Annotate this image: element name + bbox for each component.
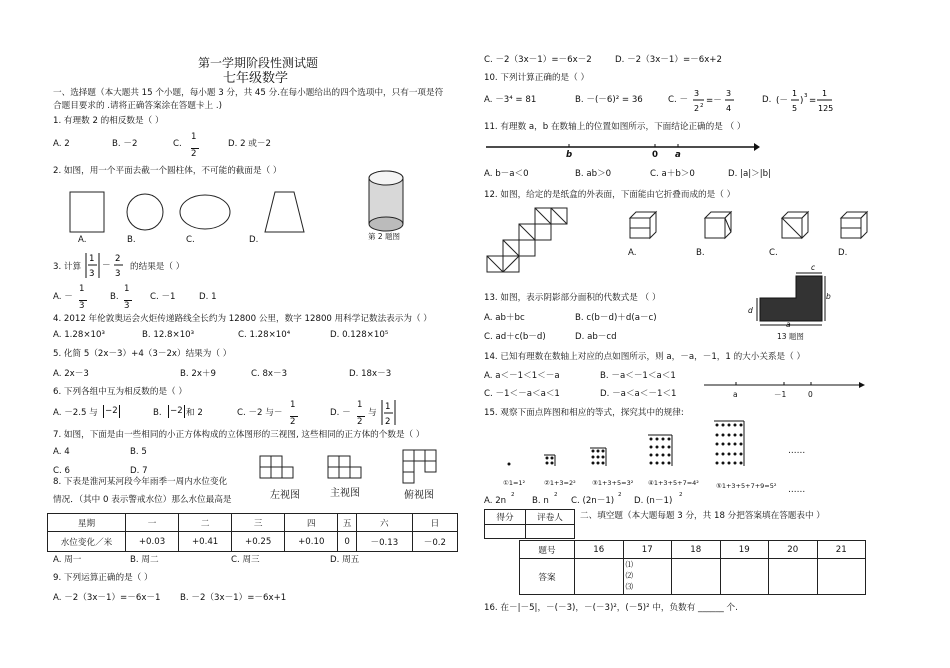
q6-opt-b: B. bbox=[153, 408, 162, 418]
q9-opt-d: D. －2（3x－1）=－6x+2 bbox=[615, 55, 722, 65]
q11-opt-a: A. b－a＜0 bbox=[484, 169, 529, 179]
q11-opt-c: C. a＋b＞0 bbox=[650, 169, 695, 179]
svg-text:5: 5 bbox=[792, 104, 798, 113]
q10-text: 10. 下列计算正确的是（ ） bbox=[484, 73, 590, 83]
q6-opt-c: C. －2 与－ bbox=[237, 408, 283, 418]
q3-opt-a-num: 1 bbox=[79, 284, 85, 294]
table-cell: +0.25 bbox=[232, 532, 285, 552]
q5-opt-a: A. 2x－3 bbox=[53, 369, 89, 379]
q14-opt-b: B. －a＜－1＜a＜1 bbox=[600, 371, 676, 381]
q12-opt-a: A. bbox=[628, 248, 637, 258]
score-label: 得分 bbox=[485, 510, 526, 525]
q13-opt-c: C. ad＋c(b－d) bbox=[484, 332, 546, 342]
table-header-row bbox=[520, 541, 866, 559]
svg-text:(－: (－ bbox=[776, 96, 788, 106]
svg-text:4: 4 bbox=[726, 104, 732, 113]
q2-opt-d: D. bbox=[249, 235, 259, 245]
q4-text: 4. 2012 年伦敦奥运会火炬传递路线全长约为 12800 公里，数字 12800 用科学记数法表示为（ ） bbox=[53, 314, 432, 324]
q3-opt-a: A. － bbox=[53, 292, 73, 302]
q1-opt-a: A. 2 bbox=[53, 139, 70, 149]
q3-opt-b: B. bbox=[110, 292, 119, 302]
table-header-row bbox=[48, 514, 458, 532]
q14-axis-minus1: －1 bbox=[774, 390, 787, 399]
svg-text:): ) bbox=[800, 96, 804, 106]
score-cell[interactable] bbox=[485, 525, 526, 539]
q15-ellipsis-2: …… bbox=[788, 485, 806, 495]
q15-opt-d: D. (n－1) bbox=[634, 496, 673, 506]
q13-opt-d: D. ab－cd bbox=[575, 332, 617, 342]
q11-text: 11. 有理数 a，b 在数轴上的位置如图所示，下面结论正确的是 （ ） bbox=[484, 122, 746, 132]
svg-text:2: 2 bbox=[694, 104, 700, 113]
q9-opt-c: C. －2（3x－1）=－6x－2 bbox=[484, 55, 592, 65]
q15-eq-1: ①1=1² bbox=[503, 479, 526, 487]
q11-axis-b: b bbox=[566, 150, 573, 160]
q2-opt-b: B. bbox=[127, 235, 136, 245]
q8-opt-d: D. 周五 bbox=[330, 555, 360, 565]
q3-text: 3. 计算 bbox=[53, 262, 82, 272]
q3-opt-a-den: 3 bbox=[79, 300, 87, 311]
q15-opt-c: C. (2n－1) bbox=[571, 496, 615, 506]
q2-opt-a: A. bbox=[78, 235, 87, 245]
q12-net-figure bbox=[484, 204, 624, 274]
table-header-cell: 三 bbox=[232, 514, 285, 532]
table-header-cell: 21 bbox=[817, 541, 866, 559]
section1-heading-cont: 合题目要求的 .请将正确答案涂在答题卡上 .) bbox=[53, 101, 222, 111]
q6-opt-d-den: 2 bbox=[357, 416, 365, 427]
q13-label-d: d bbox=[748, 306, 753, 315]
q11-opt-b: B. ab＞0 bbox=[575, 169, 612, 179]
page-subtitle: 七年级数学 bbox=[223, 71, 289, 86]
q4-opt-a: A. 1.28×10³ bbox=[53, 330, 105, 340]
q2-text: 2. 如图，用一个平面去截一个圆柱体，不可能的截面是（ ） bbox=[53, 166, 282, 176]
q10-opt-d: D. bbox=[762, 95, 772, 105]
q6-opt-d: D. － bbox=[330, 408, 351, 418]
q16-text: 16. 在－|－5|，－(－3)，－(－3)²，(－5)² 中，负数有 ______ 个. bbox=[484, 603, 738, 613]
q15-ellipsis-1: …… bbox=[788, 446, 806, 456]
q5-text: 5. 化简 5（2x－3）+4（3－2x）结果为（ ） bbox=[53, 349, 232, 359]
q10-opt-a: A. －3⁴ = 81 bbox=[484, 95, 537, 105]
q2-opt-c: C. bbox=[186, 235, 195, 245]
q12-opt-d: D. bbox=[838, 248, 848, 258]
q9-opt-b: B. －2（3x－1）=－6x+1 bbox=[180, 593, 287, 603]
section1-heading: 一、选择题（本大题共 15 个小题，每小题 3 分，共 45 分.在每小题给出的四个选项中，只有一项是符 bbox=[53, 88, 444, 98]
q11-axis-0: 0 bbox=[652, 150, 658, 160]
table-cell: 水位变化／米 bbox=[48, 532, 126, 552]
table-cell: －0.13 bbox=[356, 532, 412, 552]
q14-opt-c: C. －1＜－a＜a＜1 bbox=[484, 389, 560, 399]
section2-heading: 二、填空题（本大题每题 3 分，共 18 分把答案填在答题表中 ） bbox=[580, 511, 825, 521]
table-header-cell: 19 bbox=[720, 541, 769, 559]
q1-opt-d: D. 2 或－2 bbox=[228, 139, 271, 149]
svg-text:3: 3 bbox=[726, 89, 732, 98]
answer-table bbox=[519, 540, 866, 595]
table-header-cell: 五 bbox=[338, 514, 357, 532]
svg-text:1: 1 bbox=[89, 254, 95, 264]
q6-opt-a: A. －2.5 与 bbox=[53, 408, 98, 418]
q1-opt-b: B. －2 bbox=[112, 139, 138, 149]
svg-text:3: 3 bbox=[694, 89, 700, 98]
q15-dot-arrays bbox=[503, 420, 773, 470]
q1-opt-c: C. bbox=[173, 139, 182, 149]
q13-opt-a: A. ab＋bc bbox=[484, 313, 525, 323]
answer-label: 答案 bbox=[520, 559, 575, 595]
q4-opt-b: B. 12.8×10³ bbox=[142, 330, 195, 340]
q13-label-c: c bbox=[811, 263, 816, 272]
q12-text: 12. 如图，给定的是纸盒的外表面，下面能由它折叠而成的是（ ） bbox=[484, 190, 736, 200]
q6-opt-d-abs bbox=[380, 399, 400, 427]
q8-text: 8. 下表是淮河某河段今年雨季一周内水位变化 bbox=[53, 477, 228, 487]
q15-opt-b-exp: 2 bbox=[554, 492, 558, 498]
svg-text:2: 2 bbox=[700, 103, 704, 109]
grader-cell[interactable] bbox=[526, 525, 575, 539]
q8-text-b: 情况．（其中 0 表示警戒水位）那么水位最高是 bbox=[53, 495, 232, 505]
q5-opt-b: B. 2x＋9 bbox=[180, 369, 216, 379]
answer-cell-20[interactable] bbox=[769, 559, 818, 595]
table-header-cell: 20 bbox=[769, 541, 818, 559]
table-cell: +0.10 bbox=[285, 532, 338, 552]
q15-eq-4: ④1+3+5+7=4² bbox=[648, 479, 699, 487]
table-cell: +0.03 bbox=[126, 532, 179, 552]
table-header-cell: 16 bbox=[575, 541, 624, 559]
q14-axis-a: a bbox=[733, 390, 738, 399]
q7-opt-b: B. 5 bbox=[130, 447, 147, 457]
table-header-cell: 星期 bbox=[48, 514, 126, 532]
table-header-cell: 18 bbox=[672, 541, 721, 559]
q12-cube-options bbox=[628, 210, 868, 242]
q7-main-view-label: 主视图 bbox=[330, 488, 360, 499]
table-header-cell: 17 bbox=[623, 541, 672, 559]
svg-text:1: 1 bbox=[822, 89, 828, 98]
q12-opt-c: C. bbox=[769, 248, 778, 258]
q6-text: 6. 下列各组中互为相反数的是（ ） bbox=[53, 387, 187, 397]
q7-three-views bbox=[258, 448, 458, 488]
q3-opt-b-den: 3 bbox=[124, 300, 132, 311]
q9-text: 9. 下列运算正确的是（ ） bbox=[53, 573, 153, 583]
q8-opt-b: B. 周二 bbox=[130, 555, 159, 565]
q6-opt-c-num: 1 bbox=[290, 400, 296, 410]
q13-label-a: a bbox=[786, 320, 791, 329]
q13-area-figure bbox=[752, 270, 832, 332]
q6-opt-d-and: 与 bbox=[368, 408, 377, 418]
q2-fig-caption: 第 2 题图 bbox=[368, 232, 401, 241]
q7-opt-c: C. 6 bbox=[53, 466, 70, 476]
q7-top-view-label: 俯视图 bbox=[404, 490, 434, 501]
q11-number-line bbox=[484, 140, 760, 164]
q7-text: 7. 如图，下面是由一些相同的小正方体构成的立体图形的三视图, 这些相同的正方体的个数是（ ） bbox=[53, 430, 425, 440]
q13-opt-b: B. c(b－d)＋d(a－c) bbox=[575, 313, 657, 323]
q1-text: 1. 有理数 2 的相反数是（ ） bbox=[53, 116, 164, 126]
q14-opt-a: A. a＜－1＜1＜－a bbox=[484, 371, 560, 381]
q10-opt-c: C. － bbox=[668, 95, 689, 105]
q15-text: 15. 观察下面点阵图和相应的等式，探究其中的规律: bbox=[484, 408, 684, 418]
q15-eq-5: ⑤1+3+5+7+9=5² bbox=[716, 482, 777, 490]
q10-opt-c-expr bbox=[693, 88, 737, 116]
q6-opt-d-num: 1 bbox=[357, 400, 363, 410]
q9-opt-a: A. －2（3x－1）=－6x－1 bbox=[53, 593, 161, 603]
svg-text:125: 125 bbox=[818, 104, 834, 113]
q11-axis-a: a bbox=[675, 150, 681, 160]
q15-eq-2: ②1+3=2² bbox=[544, 479, 576, 487]
q3-text-b: 的结果是（ ） bbox=[130, 262, 185, 272]
q3-opt-b-num: 1 bbox=[124, 284, 130, 294]
q15-opt-d-exp: 2 bbox=[679, 492, 683, 498]
water-level-table bbox=[47, 513, 458, 552]
q5-opt-c: C. 8x－3 bbox=[251, 369, 288, 379]
q8-opt-c: C. 周三 bbox=[231, 555, 260, 565]
svg-text:2: 2 bbox=[385, 417, 391, 427]
q3-opt-c: C. －1 bbox=[150, 292, 176, 302]
q10-opt-b: B. －(－6)² = 36 bbox=[575, 95, 643, 105]
answer-cell-18[interactable] bbox=[672, 559, 721, 595]
q2-shapes bbox=[60, 168, 420, 248]
q15-opt-a-exp: 2 bbox=[511, 492, 515, 498]
q6-opt-a-abs: −2 bbox=[105, 406, 118, 416]
page-title: 第一学期阶段性测试题 bbox=[198, 56, 319, 70]
q7-opt-a: A. 4 bbox=[53, 447, 70, 457]
q13-text: 13. 如图，表示阴影部分面积的代数式是 （ ） bbox=[484, 293, 661, 303]
q10-opt-d-expr bbox=[776, 88, 836, 116]
answer-item: ⑵ bbox=[625, 571, 633, 580]
score-box bbox=[484, 509, 575, 539]
table-cell: +0.41 bbox=[179, 532, 232, 552]
q1-frac-num: 1 bbox=[191, 132, 197, 142]
q3-expression bbox=[84, 251, 134, 281]
q8-opt-a: A. 周一 bbox=[53, 555, 82, 565]
q4-opt-c: C. 1.28×10⁴ bbox=[238, 330, 291, 340]
table-cell: －0.2 bbox=[412, 532, 457, 552]
grader-label: 评卷人 bbox=[526, 510, 575, 525]
table-cell: 0 bbox=[338, 532, 357, 552]
answer-item: ⑴ bbox=[625, 560, 633, 569]
answer-item: ⑶ bbox=[625, 582, 633, 591]
q6-opt-b-abs: −2 bbox=[170, 406, 183, 416]
q7-opt-d: D. 7 bbox=[130, 466, 148, 476]
svg-text:－: － bbox=[102, 261, 111, 271]
svg-text:1: 1 bbox=[792, 89, 798, 98]
q13-fig-caption: 13 题图 bbox=[777, 332, 804, 341]
table-header-cell: 题号 bbox=[520, 541, 575, 559]
q14-text: 14. 已知有理数在数轴上对应的点如图所示，则 a，－a，－1，1 的大小关系是（ ） bbox=[484, 352, 806, 362]
svg-text:2: 2 bbox=[115, 254, 121, 264]
q15-opt-a: A. 2n bbox=[484, 496, 507, 506]
q14-opt-d: D. －a＜a＜－1＜1 bbox=[600, 389, 677, 399]
answer-cell-21[interactable] bbox=[817, 559, 866, 595]
q12-opt-b: B. bbox=[696, 248, 705, 258]
q15-eq-3: ③1+3+5=3² bbox=[592, 479, 634, 487]
table-header-cell: 一 bbox=[126, 514, 179, 532]
q7-left-view-label: 左视图 bbox=[270, 490, 300, 501]
svg-text:3: 3 bbox=[804, 93, 808, 99]
q6-opt-c-den: 2 bbox=[290, 416, 298, 427]
q15-opt-c-exp: 2 bbox=[618, 492, 622, 498]
answer-cell-16[interactable] bbox=[575, 559, 624, 595]
svg-text:1: 1 bbox=[385, 402, 391, 412]
q13-label-b: b bbox=[826, 292, 831, 301]
q14-axis-0: 0 bbox=[808, 390, 813, 399]
svg-text:=: = bbox=[809, 96, 817, 106]
svg-text:=－: =－ bbox=[706, 96, 722, 106]
table-row bbox=[520, 559, 866, 595]
table-header-cell: 四 bbox=[285, 514, 338, 532]
svg-text:3: 3 bbox=[89, 269, 95, 279]
svg-text:3: 3 bbox=[115, 269, 121, 279]
q15-opt-b: B. n bbox=[532, 496, 549, 506]
q11-opt-d: D. |a|＞|b| bbox=[728, 169, 771, 179]
table-header-cell: 六 bbox=[356, 514, 412, 532]
answer-cell-19[interactable] bbox=[720, 559, 769, 595]
q3-opt-d: D. 1 bbox=[199, 292, 217, 302]
q6-opt-b-rest: 和 2 bbox=[186, 408, 203, 418]
q1-frac-den: 2 bbox=[191, 148, 199, 159]
q4-opt-d: D. 0.128×10⁵ bbox=[330, 330, 389, 340]
answer-cell-17[interactable] bbox=[623, 559, 672, 595]
q5-opt-d: D. 18x－3 bbox=[349, 369, 392, 379]
table-header-cell: 二 bbox=[179, 514, 232, 532]
table-row bbox=[48, 532, 458, 552]
table-header-cell: 日 bbox=[412, 514, 457, 532]
